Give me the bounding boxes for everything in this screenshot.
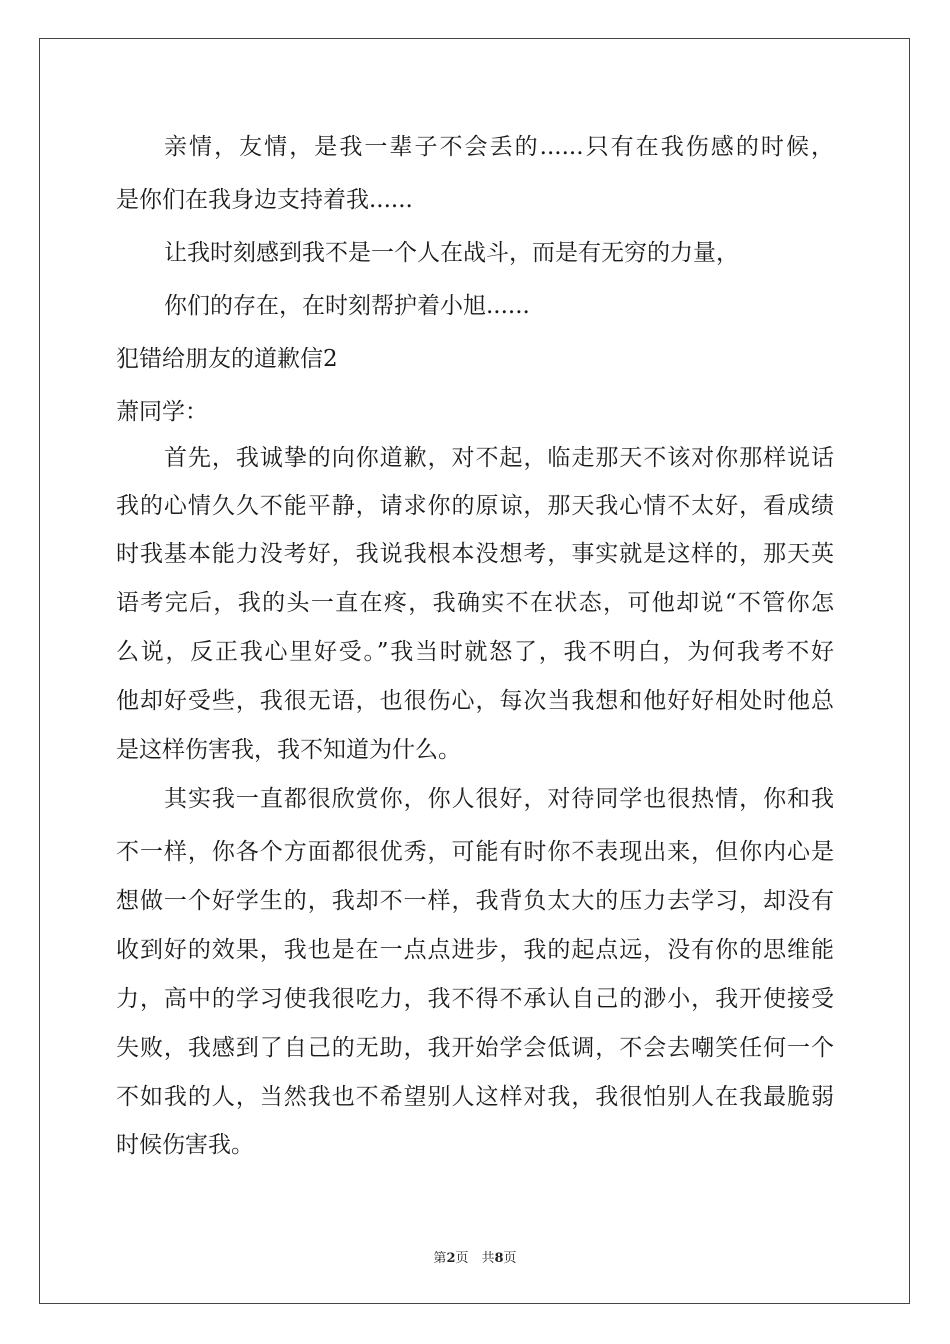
text-line: 时候伤害我。: [116, 1132, 254, 1158]
text-line: 让我时刻感到我不是一个人在战斗，而是有无穷的力量，: [164, 240, 739, 266]
text-line: 其实我一直都很欣赏你，你人很好，对待同学也很热情，你和我: [164, 786, 834, 812]
text-line: 首先，我诚挚的向你道歉，对不起，临走那天不该对你那样说话: [164, 445, 834, 471]
text-line: 犯错给朋友的道歉信2: [116, 346, 338, 372]
text-line: 时我基本能力没考好，我说我根本没想考，事实就是这样的，那天英: [116, 541, 834, 567]
text-line: 你们的存在，在时刻帮护着小旭......: [164, 293, 530, 319]
text-line: 萧同学：: [116, 399, 208, 425]
text-line: 语考完后，我的头一直在疼，我确实不在状态，可他却说“不管你怎: [116, 590, 834, 616]
text-line: 亲情，友情，是我一辈子不会丢的......只有在我伤感的时候，: [164, 134, 834, 160]
text-line: 是你们在我身边支持着我......: [116, 187, 413, 213]
page-footer: [0, 1247, 950, 1266]
footer-prefix: 第: [433, 1251, 447, 1266]
text-line: 想做一个好学生的，我却不一样，我背负太大的压力去学习，却没有: [116, 888, 834, 914]
footer-mid: 页 共: [455, 1251, 495, 1266]
text-line: 不如我的人，当然我也不希望别人这样对我，我很怕别人在我最脆弱: [116, 1084, 834, 1110]
text-line: 收到好的效果，我也是在一点点进步，我的起点远，没有你的思维能: [116, 937, 834, 963]
text-line: 他却好受些，我很无语，也很伤心，每次当我想和他好好相处时他总: [116, 688, 834, 714]
text-line: 么说，反正我心里好受。”我当时就怒了，我不明白，为何我考不好: [116, 639, 834, 665]
text-line: 我的心情久久不能平静，请求你的原谅，那天我心情不太好，看成绩: [116, 493, 834, 519]
text-line: 是这样伤害我，我不知道为什么。: [116, 737, 461, 763]
text-line: 失败，我感到了自己的无助，我开始学会低调，不会去嘲笑任何一个: [116, 1035, 834, 1061]
footer-total-pages: 8: [494, 1251, 504, 1266]
footer-suffix: 页: [503, 1251, 517, 1266]
text-line: 不一样，你各个方面都很优秀，可能有时你不表现出来，但你内心是: [116, 839, 834, 865]
text-line: 力，高中的学习使我很吃力，我不得不承认自己的渺小，我开使接受: [116, 986, 834, 1012]
footer-page-number: 2: [446, 1251, 456, 1266]
